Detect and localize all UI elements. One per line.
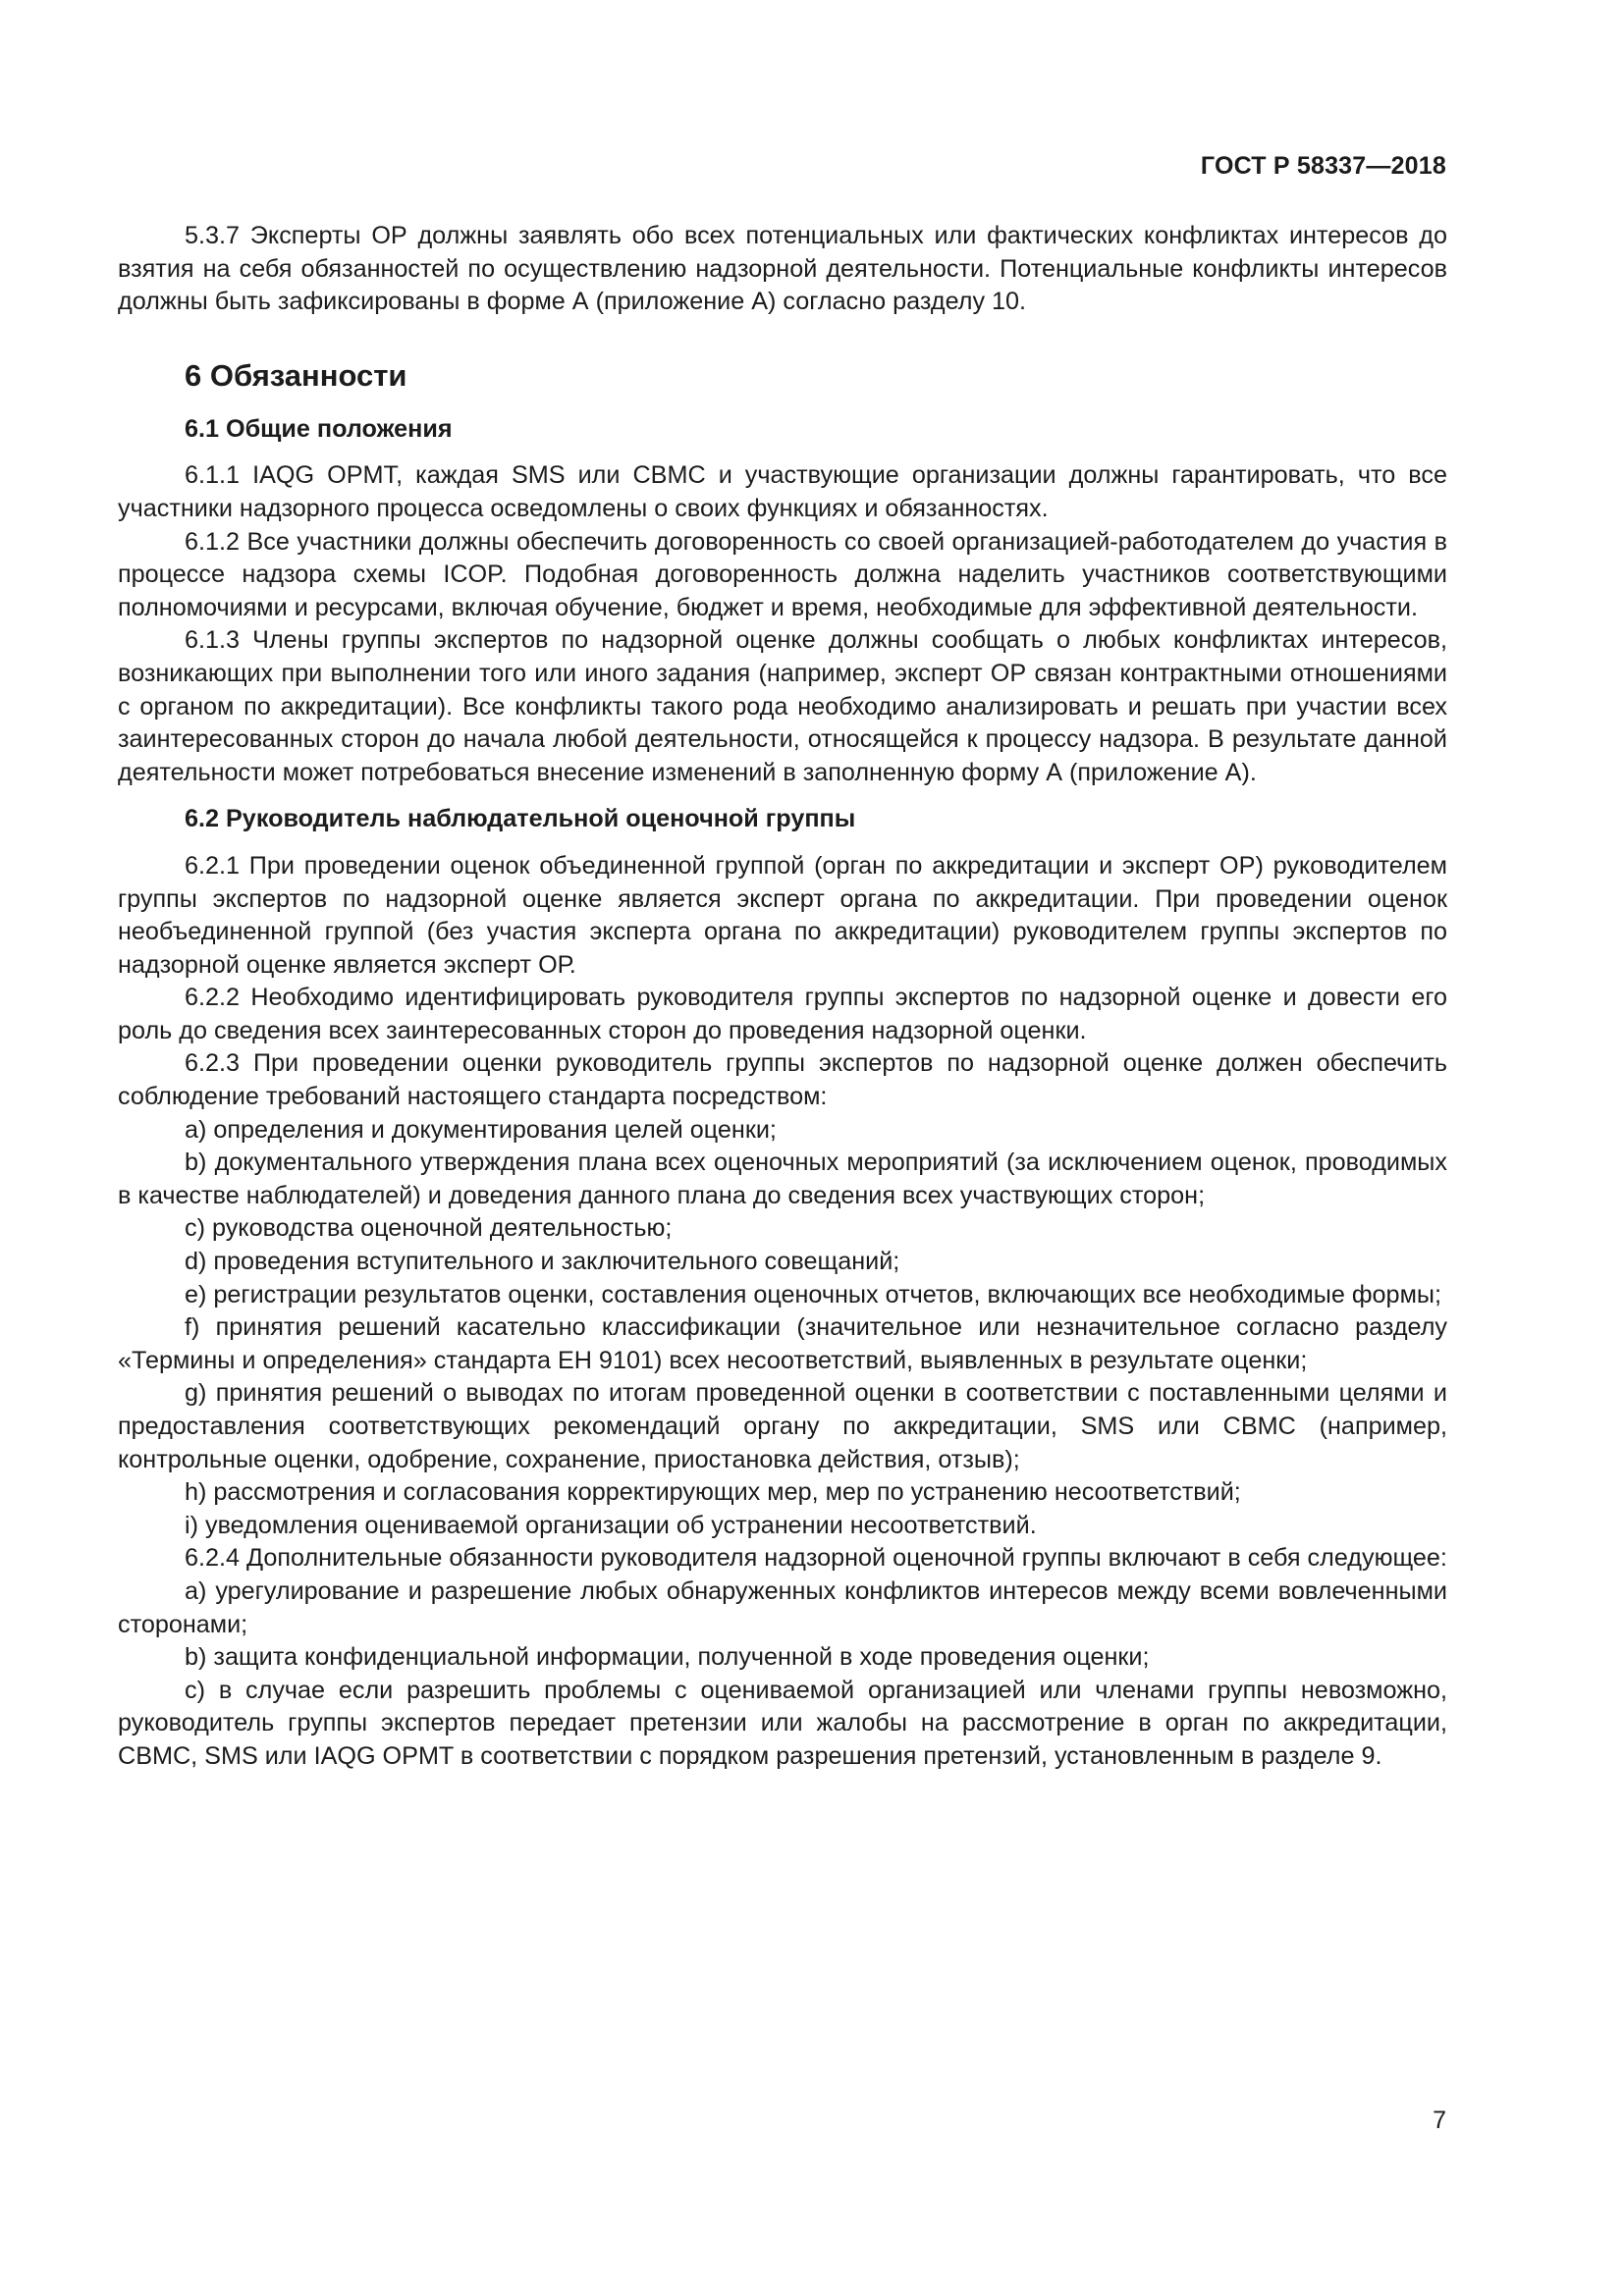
paragraph-6-2-4: 6.2.4 Дополнительные обязанности руководителя надзорной оценочной группы включают в себя следующее: — [185, 1544, 1447, 1573]
section-6-2-heading: 6.2 Руководитель наблюдательной оценочной группы — [185, 805, 856, 833]
paragraph-6-2-2: 6.2.2 Необходимо идентифицировать руководителя группы экспертов по надзорной оценке и довести его роль до сведения всех заинтересованных сторон до проведения надзорной оценки. — [118, 984, 1447, 1044]
paragraph-6-2-1: 6.2.1 При проведении оценок объединенной группой (орган по аккредитации и эксперт ОР) руководителем группы экспертов по надзорной оценке является эксперт органа по аккредитации. При проведении оценок необъединенной группой (без участия эксперта органа по аккредитации) руководителем группы экспертов по надзорной оценке является эксперт ОР. — [118, 851, 1447, 979]
paragraph-6-1-3: 6.1.3 Члены группы экспертов по надзорной оценке должны сообщать о любых конфликтах интересов, возникающих при выполнении того или иного задания (например, эксперт ОР связан контрактными отношениями с органом по аккредитации). Все конфликты такого рода необходимо анализировать и решать при участии всех заинтересованных сторон до начала любой деятельности, относящейся к процессу надзора. В результате данной деятельности может потребоваться внесение изменений в заполненную форму А (приложение А). — [118, 626, 1447, 786]
list-item-h: h) рассмотрения и согласования корректирующих мер, мер по устранению несоответствий; — [185, 1478, 1241, 1507]
list-item-d: d) проведения вступительного и заключительного совещаний; — [185, 1248, 900, 1276]
document-body — [118, 220, 1447, 1774]
list-item-g: g) принятия решений о выводах по итогам проведенной оценки в соответствии с поставленными целями и предоставления соответствующих рекомендаций органу по аккредитации, SMS или CBMC (например, контрольные оценки, одобрение, сохранение, приостановка действия, отзыв); — [118, 1379, 1447, 1473]
list-item-i: i) уведомления оцениваемой организации об устранении несоответствий. — [185, 1511, 1037, 1539]
paragraph-6-1-1: 6.1.1 IAQG OPMT, каждая SMS или CBMC и участвующие организации должны гарантировать, что все участники надзорного процесса осведомлены о своих функциях и обязанностях. — [118, 461, 1447, 522]
list-item-e: e) регистрации результатов оценки, составления оценочных отчетов, включающих все необходимые формы; — [185, 1280, 1441, 1308]
list-item-f: f) принятия решений касательно классификации (значительное или незначительное согласно разделу «Термины и определения» стандарта ЕН 9101) всех несоответствий, выявленных в результате оценки; — [118, 1313, 1447, 1374]
paragraph-6-1-2: 6.1.2 Все участники должны обеспечить договоренность со своей организацией-работодателем до участия в процессе надзора схемы ICOP. Подобная договоренность должна наделить участников соответствующими полномочиями и ресурсами, включая обучение, бюджет и время, необходимые для эффективной деятельности. — [118, 527, 1447, 621]
paragraph-5-3-7: 5.3.7 Эксперты ОР должны заявлять обо всех потенциальных или фактических конфликтах интересов до взятия на себя обязанностей по осуществлению надзорной деятельности. Потенциальные конфликты интересов должны быть зафиксированы в форме А (приложение А) согласно разделу 10. — [118, 222, 1447, 316]
list2-item-c: c) в случае если разрешить проблемы с оцениваемой организацией или членами группы невозможно, руководитель группы экспертов передает претензии или жалобы на рассмотрение в орган по аккредитации, CBMC, SMS или IAQG OPMT в соответствии с порядком разрешения претензий, установленным в разделе 9. — [118, 1676, 1447, 1770]
section-6-1-heading: 6.1 Общие положения — [185, 414, 453, 443]
list2-item-b: b) защита конфиденциальной информации, полученной в ходе проведения оценки; — [185, 1643, 1150, 1672]
section-6-heading: 6 Обязанности — [185, 357, 407, 393]
document-code-header: ГОСТ Р 58337—2018 — [1200, 152, 1446, 180]
list2-item-a: a) урегулирование и разрешение любых обнаруженных конфликтов интересов между всеми вовлеченными сторонами; — [118, 1576, 1447, 1638]
page-number: 7 — [1433, 2107, 1446, 2134]
list-item-c: c) руководства оценочной деятельностью; — [185, 1214, 673, 1243]
paragraph-6-2-3: 6.2.3 При проведении оценки руководитель группы экспертов по надзорной оценке должен обеспечить соблюдение требований настоящего стандарта посредством: — [118, 1049, 1447, 1111]
list-item-a: a) определения и документирования целей оценки; — [185, 1115, 777, 1144]
list-item-b: b) документального утверждения плана всех оценочных мероприятий (за исключением оценок, проводимых в качестве наблюдателей) и доведения данного плана до сведения всех участвующих сторон; — [118, 1148, 1447, 1209]
